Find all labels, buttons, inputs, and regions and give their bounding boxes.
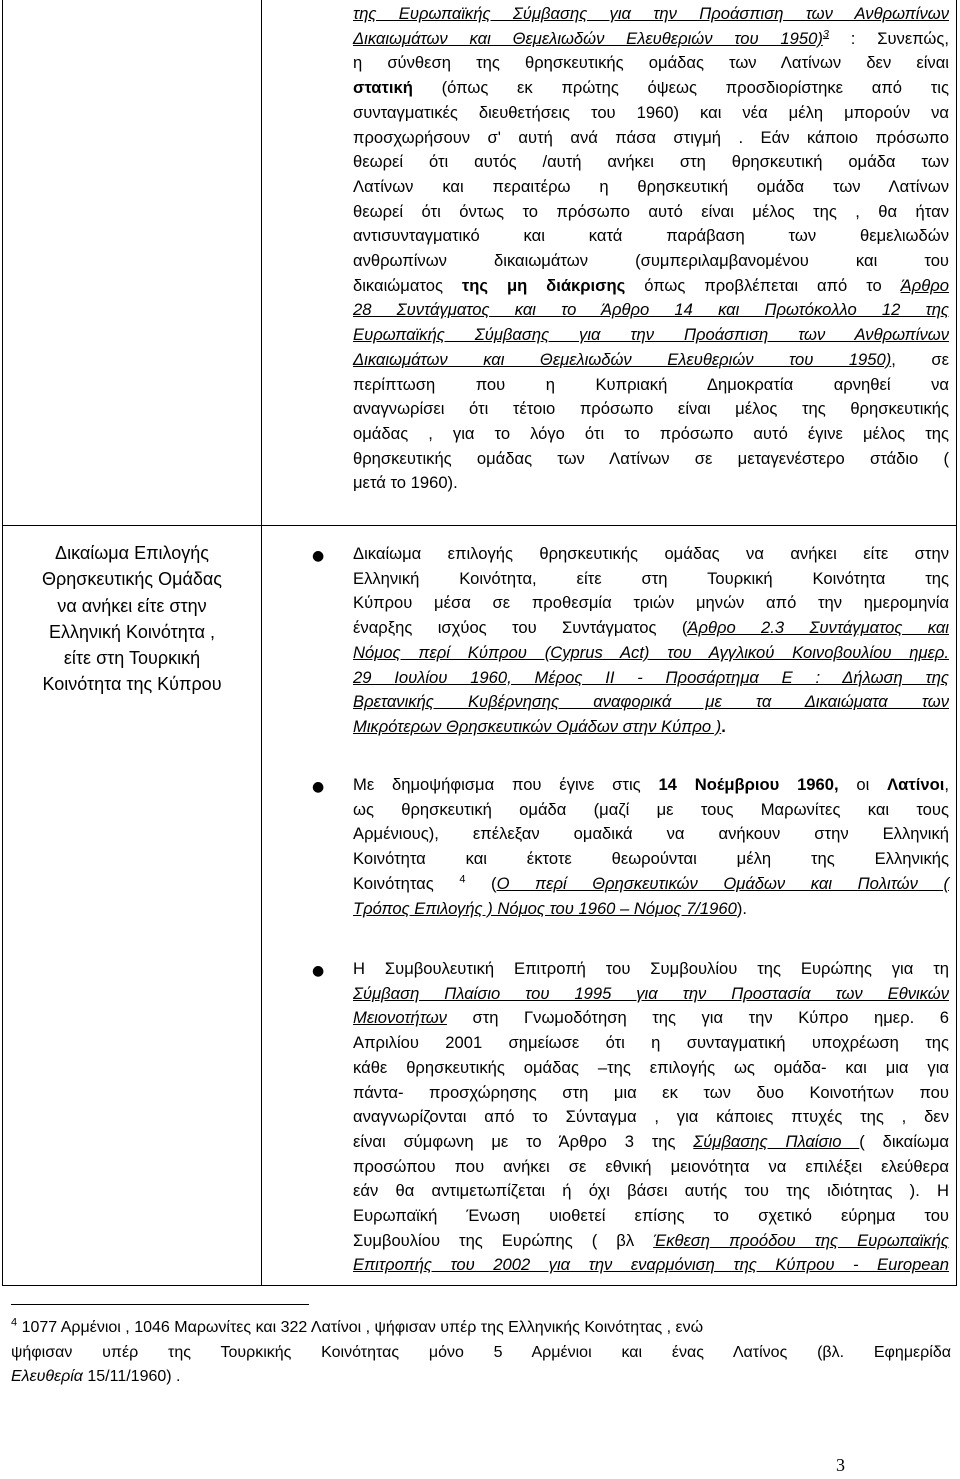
table-border-middle <box>261 0 262 1286</box>
bullet-paragraph-3 <box>353 957 949 1278</box>
text-line: Ευρωπαϊκής Σύμβασης για την Προάσπιση των Ανθρωπίνων <box>353 325 949 345</box>
text-line: Αρμένιους), επέλεξαν ομαδικά να ανήκουν στην Ελληνική <box>353 824 949 844</box>
text-line <box>353 1229 949 1254</box>
text-span: οι <box>838 775 888 794</box>
text-line <box>353 348 949 373</box>
row-heading <box>6 540 258 698</box>
text-line: της Ευρωπαϊκής Σύμβασης για την Προάσπιση των Ανθρωπίνων <box>353 4 949 23</box>
row-heading-line: Κοινότητα της Κύπρου <box>42 674 222 695</box>
link-text: Σύμβασης Πλαίσιο <box>693 1131 860 1151</box>
text-line: Σύμβαση Πλαίσιο του 1995 για την Προστασία των Εθνικών <box>353 983 949 1003</box>
bullet-paragraph-2 <box>353 773 949 921</box>
text-span: 1077 Αρμένιοι , 1046 Μαρωνίτες και 322 Λατίνοι , ψήφισαν υπέρ της Ελληνικής Κοινότητας , ενώ <box>17 1319 704 1336</box>
text-line <box>353 616 949 641</box>
text-line: Βρετανικής Κυβέρνησης αναφορικά με τα Δικαιώματα των <box>353 692 949 712</box>
text-line: Δικαίωμα επιλογής θρησκευτικής ομάδας να ανήκει είτε στην <box>353 544 949 563</box>
text-line <box>353 715 949 740</box>
footnote-ref: 3 <box>822 28 829 41</box>
text-line <box>353 773 949 798</box>
footnote <box>11 1316 951 1390</box>
text-span: Συμβουλίου της Ευρώπης ( βλ <box>353 1230 654 1250</box>
text-span: ( <box>465 873 497 893</box>
text-line <box>353 897 949 922</box>
text-span: (όπως εκ πρώτης όψεως προσδιορίστηκε από τις <box>412 78 949 98</box>
text-span: είναι σύμφωνη με το Άρθρο 3 της <box>353 1131 694 1151</box>
text-line: Νόμος περί Κύπρου (Cyprus Act) του Αγγλικού Κοινοβουλίου ημερ. <box>353 642 949 662</box>
row-heading-line: να ανήκει είτε στην <box>57 595 207 616</box>
text-span: έναρξης ισχύος του Συντάγματος ( <box>353 618 688 638</box>
text-line: πάντα- προσχώρησης στη μια εκ των δυο Κοινοτήτων που <box>353 1082 949 1102</box>
text-span: 15/11/1960) . <box>82 1368 181 1385</box>
text-line <box>11 1365 951 1390</box>
text-span: Κοινότητας <box>353 873 460 893</box>
text-line: ομάδας , για το λόγο ότι το πρόσωπο αυτό έγινε μέλος της <box>353 423 949 443</box>
text-line: Κοινότητα και έκτοτε θεωρούνται μέλη της Ελληνικής <box>353 849 949 869</box>
text-line: εάν θα αντιμετωπίζεται ή όχι βάσει αυτής του της ιδιότητας ). Η <box>353 1181 949 1201</box>
text-span: : Συνεπώς, <box>829 28 950 48</box>
bullet-paragraph-1 <box>353 542 949 740</box>
link-text: Άρθρο 2.3 Συντάγματος και <box>687 618 949 638</box>
text-line: Κύπρου μέσα σε προθεσμία τριών μηνών από την ημερομηνία <box>353 593 949 613</box>
continuation-paragraph <box>353 2 949 496</box>
text-span: όπως προβλέπεται από το <box>625 275 901 295</box>
row-heading-line: είτε στη Τουρκική <box>63 648 201 669</box>
link-text: Έκθεση προόδου της Ευρωπαϊκής <box>653 1230 949 1250</box>
table-border-right <box>956 0 957 1286</box>
text-line: συνταγματικές διευθετήσεις του 1960) και νέα μέλη μπορούν να <box>353 102 949 122</box>
text-line: θεωρεί ότι όντως το πρόσωπο αυτό είναι μέλος της , θα ήταν <box>353 201 949 221</box>
text-line: Επιτροπής του 2002 για την εναρμόνιση της Κύπρου - European <box>353 1255 949 1275</box>
text-span: Με δημοψήφισμα που έγινε στις <box>353 775 659 794</box>
text-line: αντισυνταγματικό και κατά παράβαση των θεμελιωδών <box>353 226 949 246</box>
text-line <box>353 1006 949 1031</box>
text-line: ανθρωπίνων δικαιωμάτων (συμπεριλαμβανομένου και του <box>353 251 949 271</box>
text-line: 28 Συντάγματος και το Άρθρο 14 και Πρωτόκολλο 12 της <box>353 300 949 320</box>
bold-text: στατική <box>353 78 413 98</box>
text-line: η σύνθεση της θρησκευτικής ομάδας των Λατίνων δεν είναι <box>353 53 949 73</box>
text-line: Απριλίου 2001 σημείωσε ότι η συνταγματική υποχρέωση της <box>353 1033 949 1053</box>
row-heading-line: Ελληνική Κοινότητα , <box>49 621 215 642</box>
text-line: αναγνωρίζονται από το Σύνταγμα , για κάποιες πτυχές της , δεν <box>353 1107 949 1127</box>
text-span: , <box>944 775 949 794</box>
footnote-number: 4 <box>11 1316 18 1329</box>
text-line <box>353 27 949 52</box>
link-text: Μειονοτήτων <box>353 1008 447 1028</box>
row-heading-line: Δικαίωμα Επιλογής <box>55 543 209 563</box>
row-heading-line: Θρησκευτικής Ομάδας <box>42 569 222 590</box>
text-span: ( δικαίωμα <box>859 1131 949 1151</box>
text-span: , σε <box>891 349 949 369</box>
text-line: θρησκευτικής ομάδας των Λατίνων σε μεταγενέστερο στάδιο ( <box>353 448 949 468</box>
table-border-bottom <box>2 1285 957 1286</box>
table-row-divider <box>2 525 957 526</box>
text-line <box>353 274 949 299</box>
bullet-icon: ● <box>312 779 325 795</box>
bold-text: 14 Νοέμβριου 1960, <box>658 775 839 794</box>
text-line: προσώπου που ανήκει σε εθνική μειονότητα να επιλέξει ελεύθερα <box>353 1156 949 1176</box>
bold-text: Λατίνοι <box>887 775 945 794</box>
text-line: περίπτωση που η Κυπριακή Δημοκρατία αρνηθεί να <box>353 374 949 394</box>
link-text: Μικρότερων Θρησκευτικών Ομάδων στην Κύπρο ) <box>353 716 722 736</box>
text-line <box>353 872 949 897</box>
link-text: Άρθρο <box>900 275 949 295</box>
bullet-icon: ● <box>312 963 325 979</box>
text-line: Ευρωπαϊκή Ένωση υιοθετεί επίσης το σχετικό εύρημα του <box>353 1206 949 1226</box>
text-line: προσχωρήσουν σ' αυτή ανά πάσα στιγμή . Εάν κάποιο πρόσωπο <box>353 127 949 147</box>
text-line <box>11 1316 951 1341</box>
text-line: θεωρεί ότι αυτός /αυτή ανήκει στη θρησκευτική ομάδα των <box>353 152 949 172</box>
text-line: ως θρησκευτική ομάδα (μαζί με τους Μαρωνίτες και τους <box>353 799 949 819</box>
bold-text: της μη διάκρισης <box>461 275 626 295</box>
text-line: κάθε θρησκευτικής ομάδας –της επιλογής ως ομάδα- και μια για <box>353 1057 949 1077</box>
text-span: δικαιώματος <box>353 275 462 295</box>
link-text: Δικαιωμάτων και Θεμελιωδών Ελευθεριών του 1950) <box>353 349 892 369</box>
text-span: . <box>721 716 726 736</box>
text-line <box>353 76 949 101</box>
link-text: Τρόπος Επιλογής ) Νόμος του 1960 – Νόμος 7/1960 <box>353 898 737 918</box>
footnote-ref: 4 <box>459 873 466 886</box>
text-line: Λατίνων και περαιτέρω η θρησκευτική ομάδα των Λατίνων <box>353 176 949 196</box>
text-line <box>353 1130 949 1155</box>
text-span: στη Γνωμοδότηση της για την Κύπρο ημερ. 6 <box>446 1008 949 1028</box>
text-line: αναγνωρίσει ότι τέτοιο πρόσωπο είναι μέλος της θρησκευτικής <box>353 399 949 419</box>
text-line: μετά το 1960). <box>353 473 458 493</box>
page-number: 3 <box>836 1455 845 1475</box>
footnote-separator <box>11 1304 309 1305</box>
table-border-left <box>2 0 3 1286</box>
text-line: ψήφισαν υπέρ της Τουρκικής Κοινότητας μόνο 5 Αρμένιοι και ένας Λατίνος (βλ. Εφημερίδα <box>11 1343 951 1361</box>
bullet-icon: ● <box>312 548 325 564</box>
text-line: Η Συμβουλευτική Επιτροπή του Συμβουλίου της Ευρώπης για τη <box>353 959 949 978</box>
text-line: Ελληνική Κοινότητα, είτε στη Τουρκική Κοινότητα της <box>353 568 949 588</box>
italic-text: Ελευθερία <box>11 1368 83 1385</box>
link-text: Δικαιωμάτων και Θεμελιωδών Ελευθεριών του 1950) <box>353 28 823 48</box>
text-span: ). <box>736 898 747 918</box>
link-text: Ο περί Θρησκευτικών Ομάδων και Πολιτών ( <box>496 873 949 893</box>
text-line: 29 Ιουλίου 1960, Μέρος ΙΙ - Προσάρτημα Ε : Δήλωση της <box>353 667 949 687</box>
